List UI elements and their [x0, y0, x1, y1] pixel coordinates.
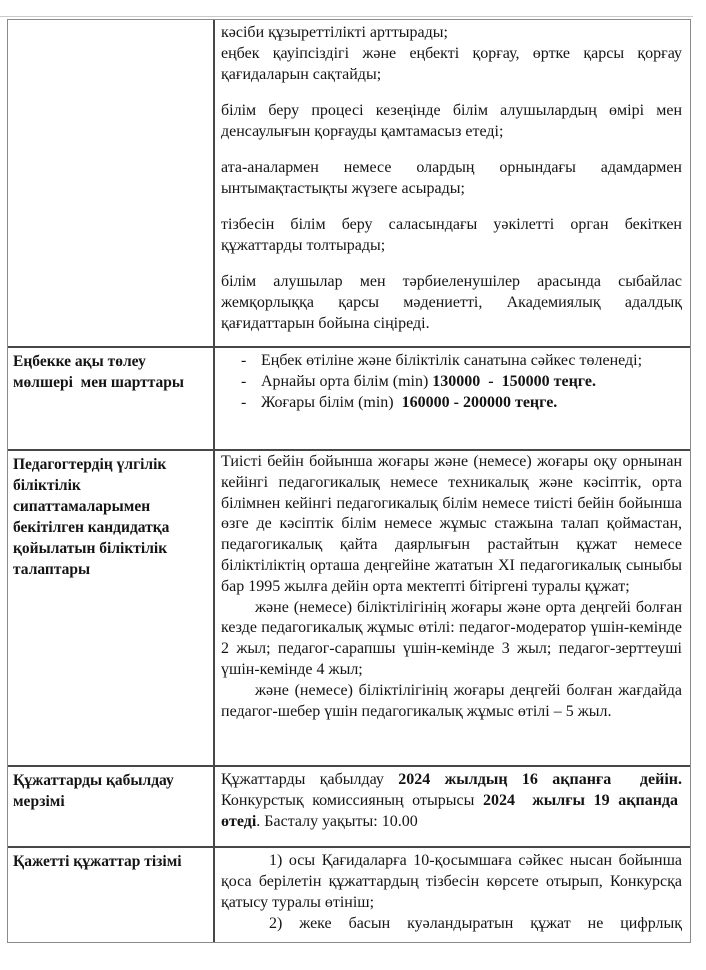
- row-content-cell: [215, 767, 690, 846]
- paragraph: білім алушылар мен тәрбиеленушілер арасында сыбайлас жемқорлыққа қарсы мәдениетті, Академиялық адалдық қағидаттарын бойына сіңіреді.: [221, 273, 682, 332]
- dash-marker: -: [241, 373, 247, 390]
- paragraph: және (немесе) біліктілігінің жоғары деңгейі болған жағдайда педагог-шебер үшін педагогикалық жұмыс өтілі – 5 жыл.: [221, 681, 682, 720]
- bold-text: 160000 - 200000 теңге.: [401, 394, 558, 411]
- table-row-required-documents: [8, 848, 690, 942]
- row-content-cell: [215, 20, 690, 346]
- row-header-cell: Педагогтердің үлгілік біліктілік сипаттамаларымен бекітілген кандидатқа қойылатын біліктілік талаптары: [8, 451, 215, 765]
- dash-marker: -: [241, 394, 247, 411]
- paragraph: және (немесе) біліктілігінің жоғары және орта деңгейі болған кезде педагогикалық жұмыс өтілі: педагог-модератор үшін-кемінде 2 жыл; педагог-сарапшы үшін-кемінде 3 жыл; педагог-зерттеуші үшін-кемінде 4 жыл;: [221, 598, 682, 678]
- paragraph: 2) жеке басын куәландыратын құжат не цифрлық: [269, 915, 682, 932]
- table-row-salary: [8, 348, 690, 451]
- list-item: [221, 350, 682, 371]
- paragraph: 1) осы Қағидаларға 10-қосымшаға сәйкес нысан бойынша қоса берілетін құжаттардың тізбесін көрсете отырып, Конкурсқа қатысу туралы өтініш;: [221, 852, 682, 911]
- paragraph: тізбесін білім беру саласындағы уәкілетті орган бекіткен құжаттарды толтырады;: [221, 216, 682, 254]
- bold-text: 130000 - 150000 теңге.: [432, 373, 596, 390]
- list-item: [221, 371, 682, 392]
- list-item-text: Еңбек өтіліне және біліктілік санатына сәйкес төленеді;: [261, 352, 643, 369]
- paragraph: Құжаттарды қабылдау 2024 жылдың 16 ақпанға дейін. Конкурстық комиссияның отырысы 2024 жылғы 19 ақпанда өтеді. Басталу уақыты: 10.00: [221, 771, 683, 830]
- paragraph: кәсіби құзыреттілікті арттырады;: [221, 24, 448, 41]
- row-content-cell: [215, 348, 690, 449]
- row-header-cell: Құжаттарды қабылдау мерзімі: [8, 767, 215, 846]
- paragraph: ата-аналармен немесе олардың орнындағы адамдармен ынтымақтастықты жүзеге асырады;: [221, 159, 682, 197]
- row-header-cell: [8, 20, 215, 346]
- bold-text: 2024 жылғы 19 ақпанда өтеді: [221, 792, 683, 830]
- table-row-duties-continued: [8, 20, 690, 348]
- paragraph: еңбек қауіпсіздігі және еңбекті қорғау, өртке қарсы қорғау қағидаларын сақтайды;: [221, 45, 682, 83]
- list-item-text: Жоғары білім (min) 160000 - 200000 теңге.: [261, 394, 558, 411]
- row-header-cell: Қажетті құжаттар тізімі: [8, 848, 215, 942]
- list-item-text: Арнайы орта білім (min) 130000 - 150000 теңге.: [261, 373, 596, 390]
- row-header-cell: Еңбекке ақы төлеу мөлшері мен шарттары: [8, 348, 215, 449]
- table-row-qualification-requirements: [8, 451, 690, 767]
- row-content-cell: [215, 451, 690, 765]
- vacancy-table: [7, 19, 691, 943]
- row-content-cell: [215, 848, 690, 942]
- table-row-application-deadline: [8, 767, 690, 848]
- list-item: [221, 392, 682, 413]
- bold-text: 2024 жылдың 16 ақпанға дейін.: [398, 771, 683, 788]
- paragraph: Тиісті бейін бойынша жоғары және (немесе) жоғары оқу орнынан кейінгі педагогикалық немесе техникалық және кәсіптік, орта білімнен кейінгі педагогикалық білім немесе тиісті бейін бойынша өзге де кәсіптік білім немесе жұмыс стажына талап қоймастан, педагогикалық қайта даярлығын растайтын құжат немесе біліктіліктің орташа деңгейіне жататын XI педагогикалық сыныбы бар 1995 жылға дейін орта мектепті бітіргені туралы құжат;: [221, 453, 682, 595]
- page-top-rule: [0, 16, 693, 17]
- dash-marker: -: [241, 352, 247, 369]
- paragraph: білім беру процесі кезеңінде білім алушылардың өмірі мен денсаулығын қорғауды қамтамасыз етеді;: [221, 102, 682, 140]
